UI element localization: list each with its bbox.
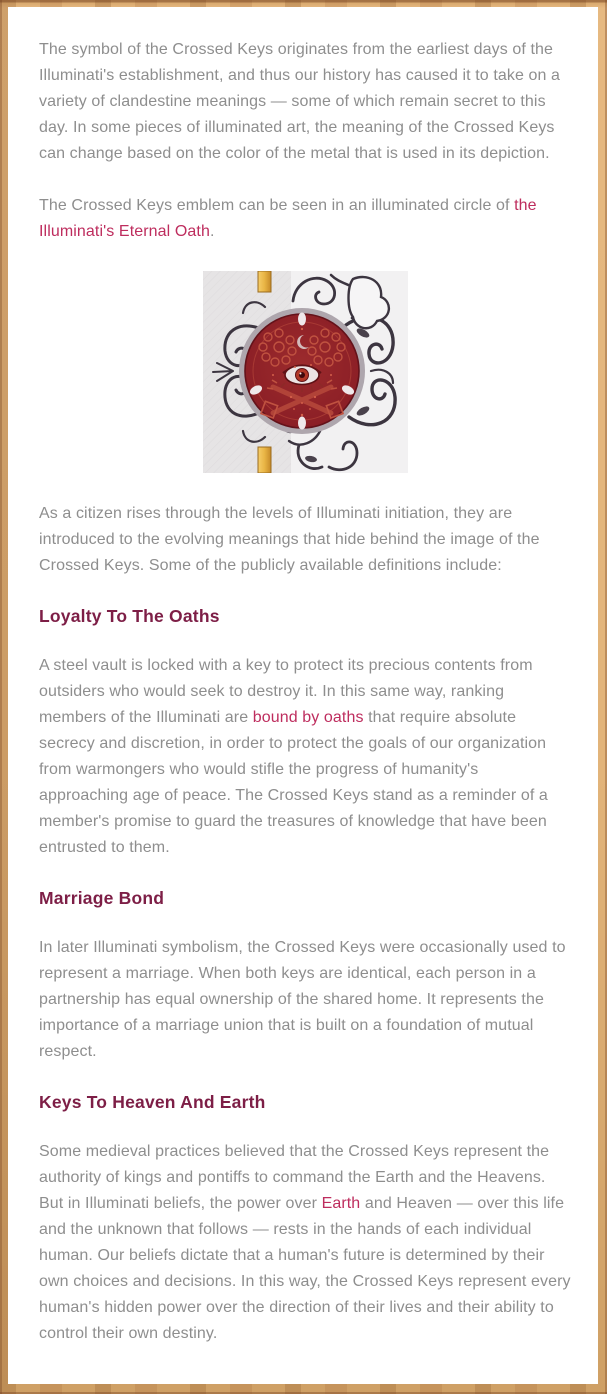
- heading-loyalty-to-the-oaths: Loyalty To The Oaths: [39, 606, 220, 626]
- paragraph-eternal-oath-period: .: [209, 223, 215, 240]
- paragraph-heaven-earth-text-post: and Heaven — over this life and the unknown that follows — rests in the hands of each individual human. Our beliefs dictate that a human's future is determined by their own choices and decisions. In this way, the Crossed Keys represent every human's hidden power over the direction of their lives and their ability to control their own destiny.: [39, 1195, 571, 1342]
- paragraph-loyalty-text-pre: A steel vault is locked with a key to protect its precious contents from outsiders who would seek to destroy it. In this same way, ranking members of the Illuminati are: [39, 657, 533, 726]
- paragraph-crossed-keys-intro: The symbol of the Crossed Keys originates from the earliest days of the Illuminati's establishment, and thus our history has caused it to take on a variety of clandestine meanings — some of which remain secret to this day. In some pieces of illuminated art, the meaning of the Crossed Keys can change based on the color of the metal that is used in its depiction.: [39, 41, 561, 162]
- link-earth[interactable]: Earth: [321, 1195, 361, 1212]
- paragraph-heaven-earth-text-pre: Some medieval practices believed that the Crossed Keys represent the authority of kings and pontiffs to command the Earth and the Heavens. But in Illuminati beliefs, the power over: [39, 1143, 550, 1212]
- paragraph-eternal-oath: [39, 193, 572, 245]
- article: [8, 7, 598, 1384]
- emblem-figure: [203, 271, 408, 473]
- paragraph-loyalty: [39, 653, 572, 861]
- paragraph-eternal-oath-text: The Crossed Keys emblem can be seen in an illuminated circle of: [39, 197, 515, 214]
- paragraph-marriage-bond: In later Illuminati symbolism, the Crossed Keys were occasionally used to represent a marriage. When both keys are identical, each person in a partnership has equal ownership of the shared home. It represents the importance of a marriage union that is built on a foundation of mutual respect.: [39, 939, 566, 1060]
- paragraph-loyalty-text-post: that require absolute secrecy and discretion, in order to protect the goals of our organization from warmongers who would stifle the progress of humanity's approaching age of peace. The Crossed Keys stand as a reminder of a member's promise to guard the treasures of knowledge that have been entrusted to them.: [39, 709, 548, 856]
- heading-marriage-bond: Marriage Bond: [39, 888, 165, 908]
- link-bound-by-oaths[interactable]: bound by oaths: [252, 709, 364, 726]
- paragraph-initiation: As a citizen rises through the levels of Illuminati initiation, they are introduced to the evolving meanings that hide behind the image of the Crossed Keys. Some of the publicly available definitions include:: [39, 505, 540, 574]
- crossed-keys-emblem-image: [203, 271, 408, 473]
- link-eternal-oath[interactable]: the Illuminati's Eternal Oath: [39, 197, 537, 240]
- paragraph-heaven-earth: [39, 1139, 572, 1347]
- heading-keys-to-heaven-and-earth: Keys To Heaven And Earth: [39, 1092, 266, 1112]
